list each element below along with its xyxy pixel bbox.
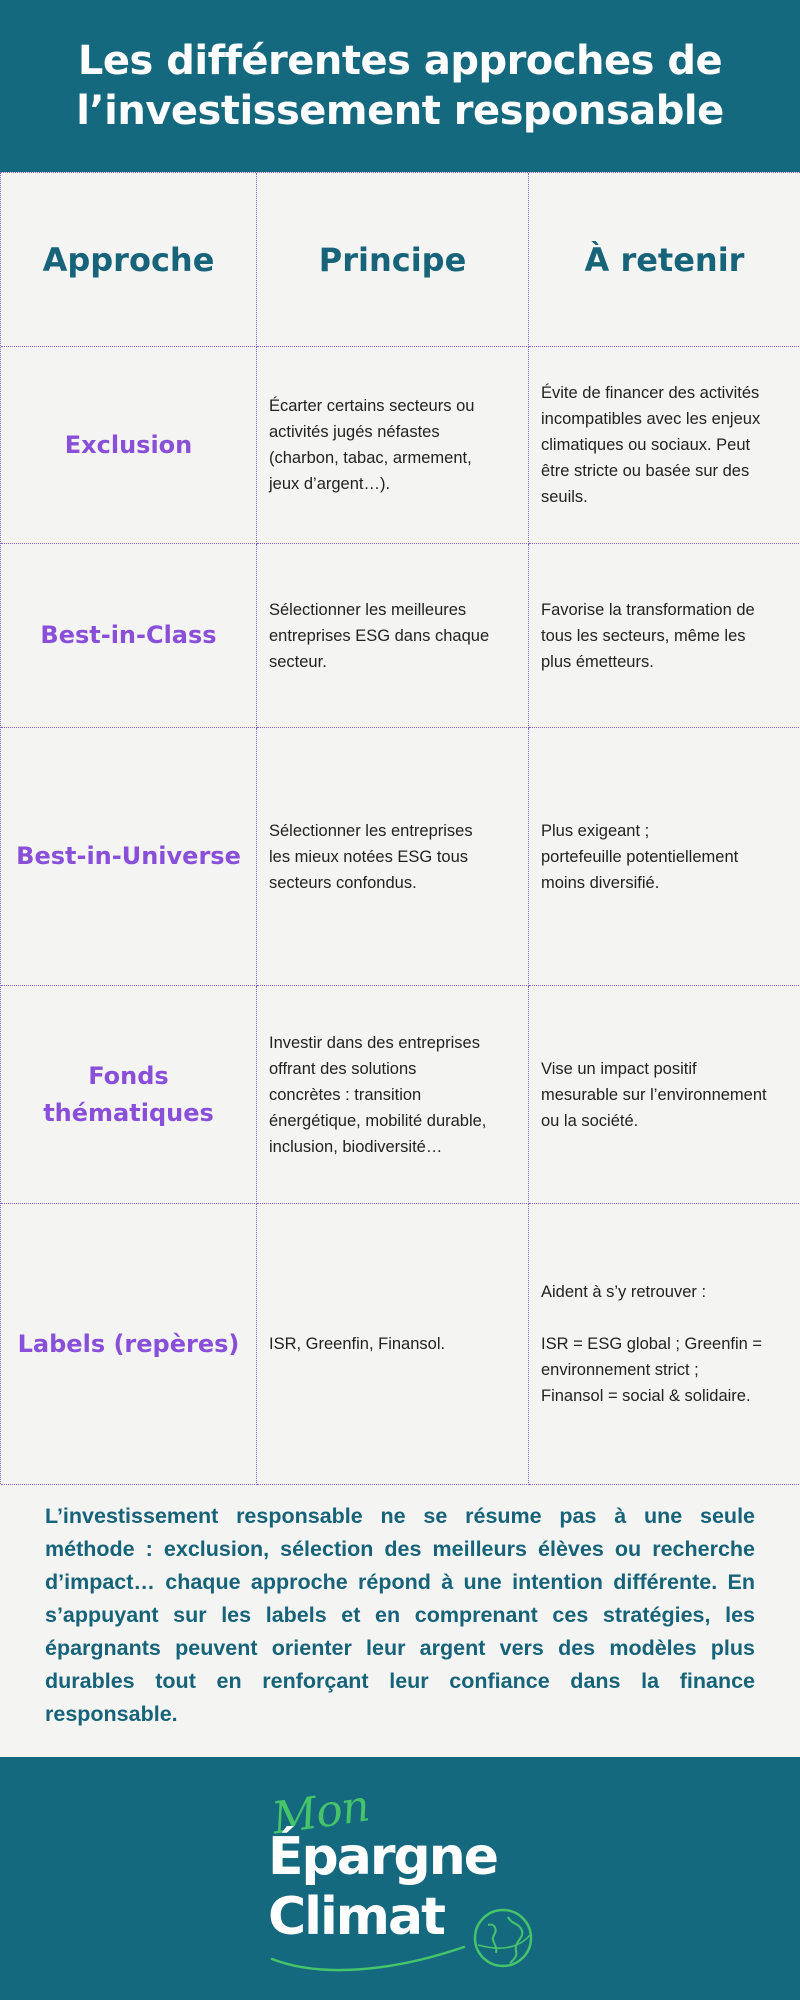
row-approach-exclusion: Exclusion xyxy=(1,347,257,544)
column-header-approach: Approche xyxy=(1,173,257,347)
row-retain-best-in-class: Favorise la transformation de tous les secteurs, même les plus émetteurs. xyxy=(529,544,800,728)
row-retain-best-in-universe: Plus exigeant ; portefeuille potentiellement moins diversifié. xyxy=(529,728,800,986)
globe-icon xyxy=(470,1905,536,1971)
row-approach-labels: Labels (repères) xyxy=(1,1204,257,1485)
conclusion-paragraph: L’investissement responsable ne se résume pas à une seule méthode : exclusion, sélection des meilleurs élèves ou recherche d’impact… chaque approche répond à une intention différente. En s’appuyant sur les labels et en comprenant ces stratégies, les épargnants peuvent orienter leur argent vers des modèles plus durables tout en renforçant leur confiance dans la finance responsable. xyxy=(45,1504,755,1726)
row-retain-labels: Aident à s’y retrouver : ISR = ESG global ; Greenfin = environnement strict ; Finansol = social & solidaire. xyxy=(529,1204,800,1485)
row-principle-best-in-class: Sélectionner les meilleures entreprises ESG dans chaque secteur. xyxy=(257,544,529,728)
approaches-table xyxy=(0,172,800,1484)
logo-epargne-text: Épargne xyxy=(268,1827,497,1887)
column-header-principle: Principe xyxy=(257,173,529,347)
row-retain-exclusion: Évite de financer des activités incompatibles avec les enjeux climatiques ou sociaux. Peut être stricte ou basée sur des seuils. xyxy=(529,347,800,544)
page-header xyxy=(0,0,800,172)
logo-swoosh xyxy=(268,1937,468,1977)
page-title: Les différentes approches de l’investissement responsable xyxy=(76,38,724,134)
logo-climat-text: Climat xyxy=(268,1887,444,1947)
row-approach-thematic-funds: Fonds thématiques xyxy=(1,986,257,1204)
brand-logo xyxy=(268,1780,548,1977)
column-header-retain: À retenir xyxy=(529,173,800,347)
row-approach-best-in-universe: Best-in-Universe xyxy=(1,728,257,986)
row-principle-exclusion: Écarter certains secteurs ou activités jugés néfastes (charbon, tabac, armement, jeux d’argent…). xyxy=(257,347,529,544)
page-footer xyxy=(0,1757,800,2000)
row-retain-thematic-funds: Vise un impact positif mesurable sur l’environnement ou la société. xyxy=(529,986,800,1204)
row-approach-best-in-class: Best-in-Class xyxy=(1,544,257,728)
row-principle-thematic-funds: Investir dans des entreprises offrant des solutions concrètes : transition énergétique, mobilité durable, inclusion, biodiversité… xyxy=(257,986,529,1204)
logo-mon-text: Mon xyxy=(268,1780,372,1845)
row-principle-labels: ISR, Greenfin, Finansol. xyxy=(257,1204,529,1485)
row-principle-best-in-universe: Sélectionner les entreprises les mieux notées ESG tous secteurs confondus. xyxy=(257,728,529,986)
